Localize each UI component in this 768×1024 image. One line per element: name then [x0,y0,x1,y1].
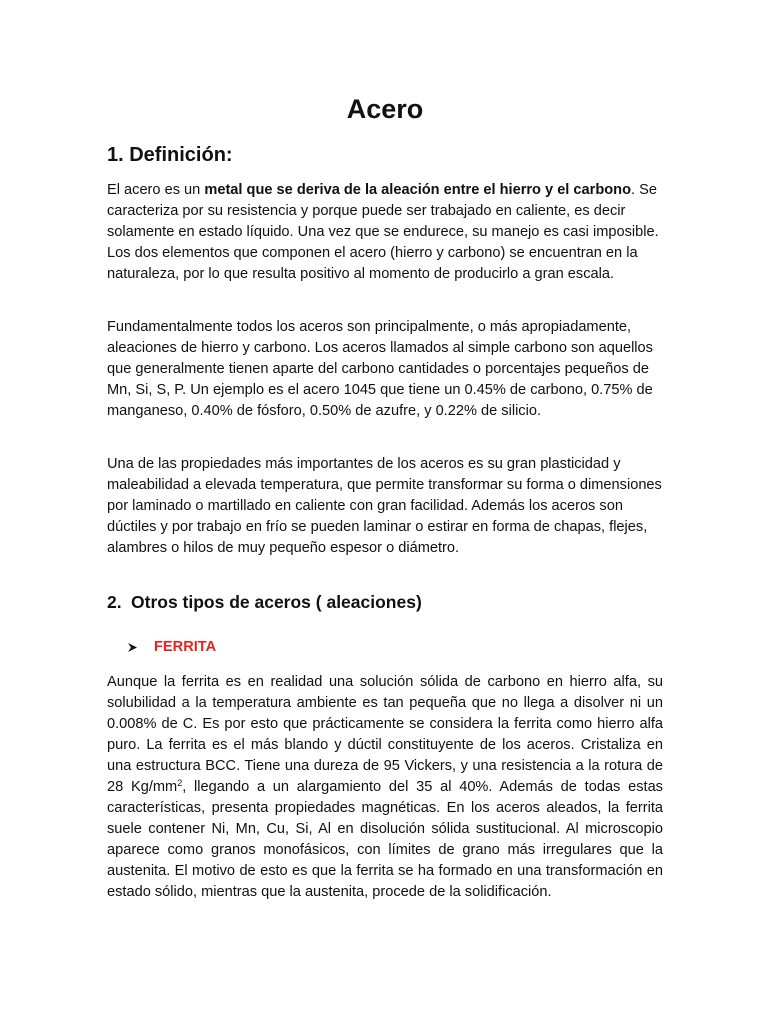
bullet-item-ferrita [127,637,216,657]
paragraph-bold-text: metal que se deriva de la aleación entre el hierro y el carbono [204,182,631,198]
paragraph-propiedades: Una de las propiedades más importantes de los aceros es su gran plasticidad y maleabilidad a elevada temperatura, que permite transformar su forma o dimensiones por laminado o martillado en caliente con gran facilidad. Además los aceros son dúctiles y por trabajo en frío se pueden laminar o estirar en forma de chapas, flejes, alambres o hilos de muy pequeño espesor o diámetro. [107,456,662,556]
paragraph-ferrita [107,672,663,903]
document-title: Acero [346,94,424,124]
section-heading-definicion: 1. Definición: [107,144,233,166]
paragraph-intro-text: El acero es un [107,182,205,198]
paragraph-rest-text: . Se caracteriza por su resistencia y porque puede ser trabajado en caliente, es decir solamente en estado líquido. Una vez que se endurece, su manejo es casi imposible. Los dos elementos que componen el acero (hierro y carbono) se encuentran en la naturaleza, por lo que resulta positivo al momento de producirlo a gran escala. [107,182,659,282]
section-heading-text: Otros tipos de aceros ( aleaciones) [131,592,422,612]
ferrita-text-part1: Aunque la ferrita es en realidad una solución sólida de carbono en hierro alfa, su solubilidad a la temperatura ambiente es tan pequeña que no llega a disolver ni un 0.008% de C. Es por esto que prácticamente se considera la ferrita como hierro alfa puro. La ferrita es el más blando y dúctil constituyente de los aceros. Cristaliza en una estructura BCC. Tiene una dureza de 95 Vickers, y una resistencia a la rotura de 28 Kg/mm [107,674,663,795]
arrowhead-bullet-icon [127,642,138,653]
section-heading-otros-tipos [107,590,422,614]
paragraph-aleaciones: Fundamentalmente todos los aceros son principalmente, o más apropiadamente, aleaciones de hierro y carbono. Los aceros llamados al simple carbono son aquellos que generalmente tienen aparte del carbono cantidades o porcentajes pequeños de Mn, Si, S, P. Un ejemplo es el acero 1045 que tiene un 0.45% de carbono, 0.75% de manganeso, 0.40% de fósforo, 0.50% de azufre, y 0.22% de silicio. [107,319,653,419]
ferrita-text-part2: , llegando a un alargamiento del 35 al 40%. Además de todas estas características, presenta propiedades magnéticas. En los aceros aleados, la ferrita suele contener Ni, Mn, Cu, Si, Al en disolución sólida sustitucional. Al microscopio aparece como granos monofásicos, con límites de grano más irregulares que la austenita. El motivo de esto es que la ferrita se ha formado en una transformación en estado sólido, mientras que la austenita, procede de la solidificación. [107,779,663,900]
bullet-label-ferrita: FERRITA [154,639,217,655]
superscript-exponent: 2 [177,778,183,788]
section-number: 2. [107,592,122,612]
paragraph-definicion [107,180,663,285]
